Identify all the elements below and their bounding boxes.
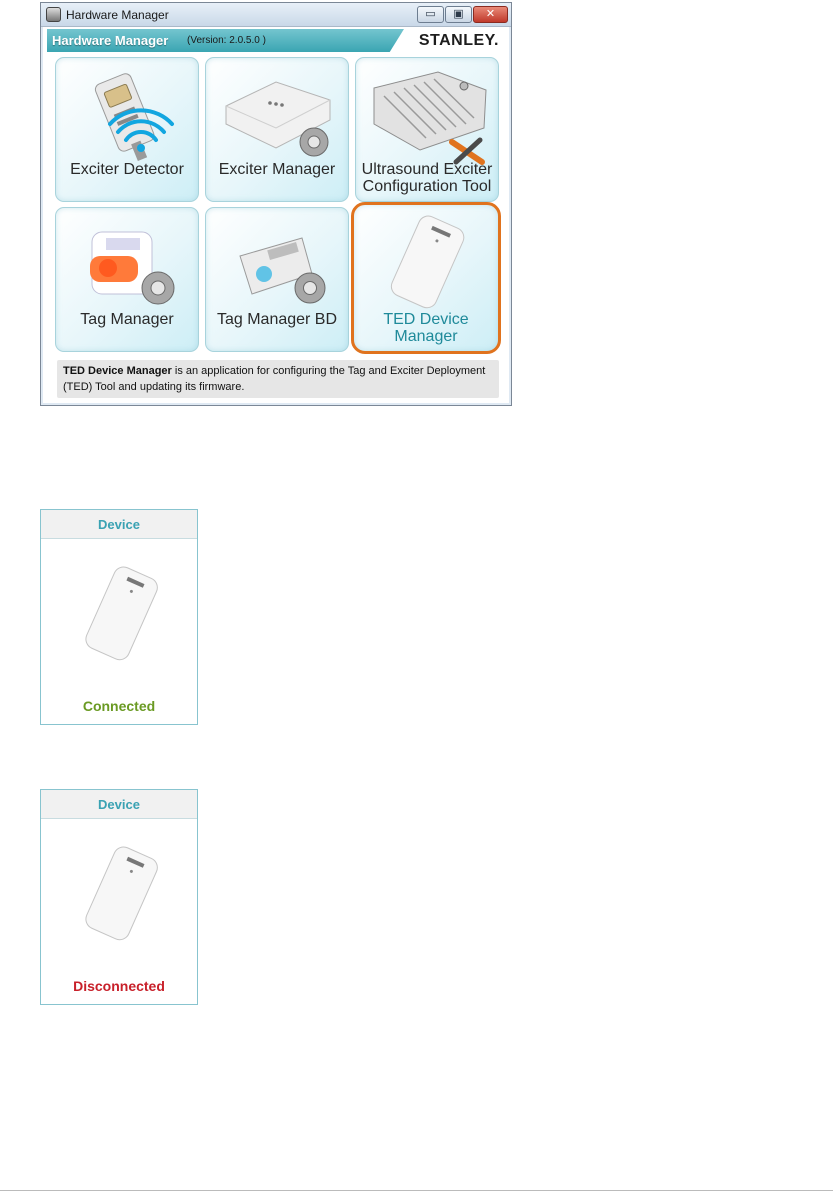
tile-label-ultrasound-line1: Ultrasound Exciter xyxy=(361,161,493,178)
ted-device-icon xyxy=(41,835,199,965)
ultrasound-exciter-icon xyxy=(356,58,499,168)
window-title: Hardware Manager xyxy=(66,8,169,22)
tile-label-ted-line1: TED Device xyxy=(383,311,469,328)
ted-device-icon xyxy=(41,555,199,685)
close-button[interactable]: ✕ xyxy=(473,6,508,23)
description-text: is an application for configuring the Tag and Exciter Deployment (TED) Tool and updating its firmware. xyxy=(63,365,486,393)
tile-exciter-manager[interactable] xyxy=(205,57,349,202)
tile-label-tag-manager: Tag Manager xyxy=(80,311,174,328)
tile-label-exciter-manager: Exciter Manager xyxy=(218,161,336,178)
connection-status-disconnected: Disconnected xyxy=(73,978,165,994)
tag-manager-bd-icon xyxy=(206,208,349,318)
device-panel-header: Device xyxy=(41,790,197,819)
title-bar[interactable] xyxy=(41,3,511,27)
device-panel-header: Device xyxy=(41,510,197,539)
hardware-manager-window xyxy=(40,2,512,406)
tile-tag-manager-bd[interactable] xyxy=(205,207,349,352)
maximize-button[interactable]: ▣ xyxy=(445,6,472,23)
tile-label-ultrasound-line2: Configuration Tool xyxy=(362,178,492,195)
exciter-detector-icon xyxy=(56,58,199,168)
stanley-logo: STANLEY. xyxy=(418,32,499,49)
exciter-manager-icon xyxy=(206,58,349,168)
window-content xyxy=(43,27,509,403)
version-label: (Version: 2.0.5.0 ) xyxy=(187,35,266,46)
page-divider xyxy=(0,1190,833,1191)
device-panel-disconnected xyxy=(40,789,198,1005)
description-box xyxy=(57,360,499,398)
tile-label-exciter-detector: Exciter Detector xyxy=(70,161,184,178)
tile-tag-manager[interactable] xyxy=(55,207,199,352)
tile-ultrasound-exciter-config[interactable] xyxy=(355,57,499,202)
tile-exciter-detector[interactable] xyxy=(55,57,199,202)
header-title: Hardware Manager xyxy=(52,33,169,48)
device-panel-connected xyxy=(40,509,198,725)
tag-manager-icon xyxy=(56,208,199,318)
tile-ted-device-manager[interactable] xyxy=(351,202,501,354)
tile-label-tag-manager-bd: Tag Manager BD xyxy=(216,311,338,328)
connection-status-connected: Connected xyxy=(82,698,156,714)
header-band xyxy=(47,29,505,52)
minimize-button[interactable]: ▭ xyxy=(417,6,444,23)
ted-device-icon xyxy=(354,205,498,315)
description-app-name: TED Device Manager xyxy=(63,365,172,377)
tile-label-ted-line2: Manager xyxy=(394,328,458,345)
app-icon xyxy=(46,7,61,22)
